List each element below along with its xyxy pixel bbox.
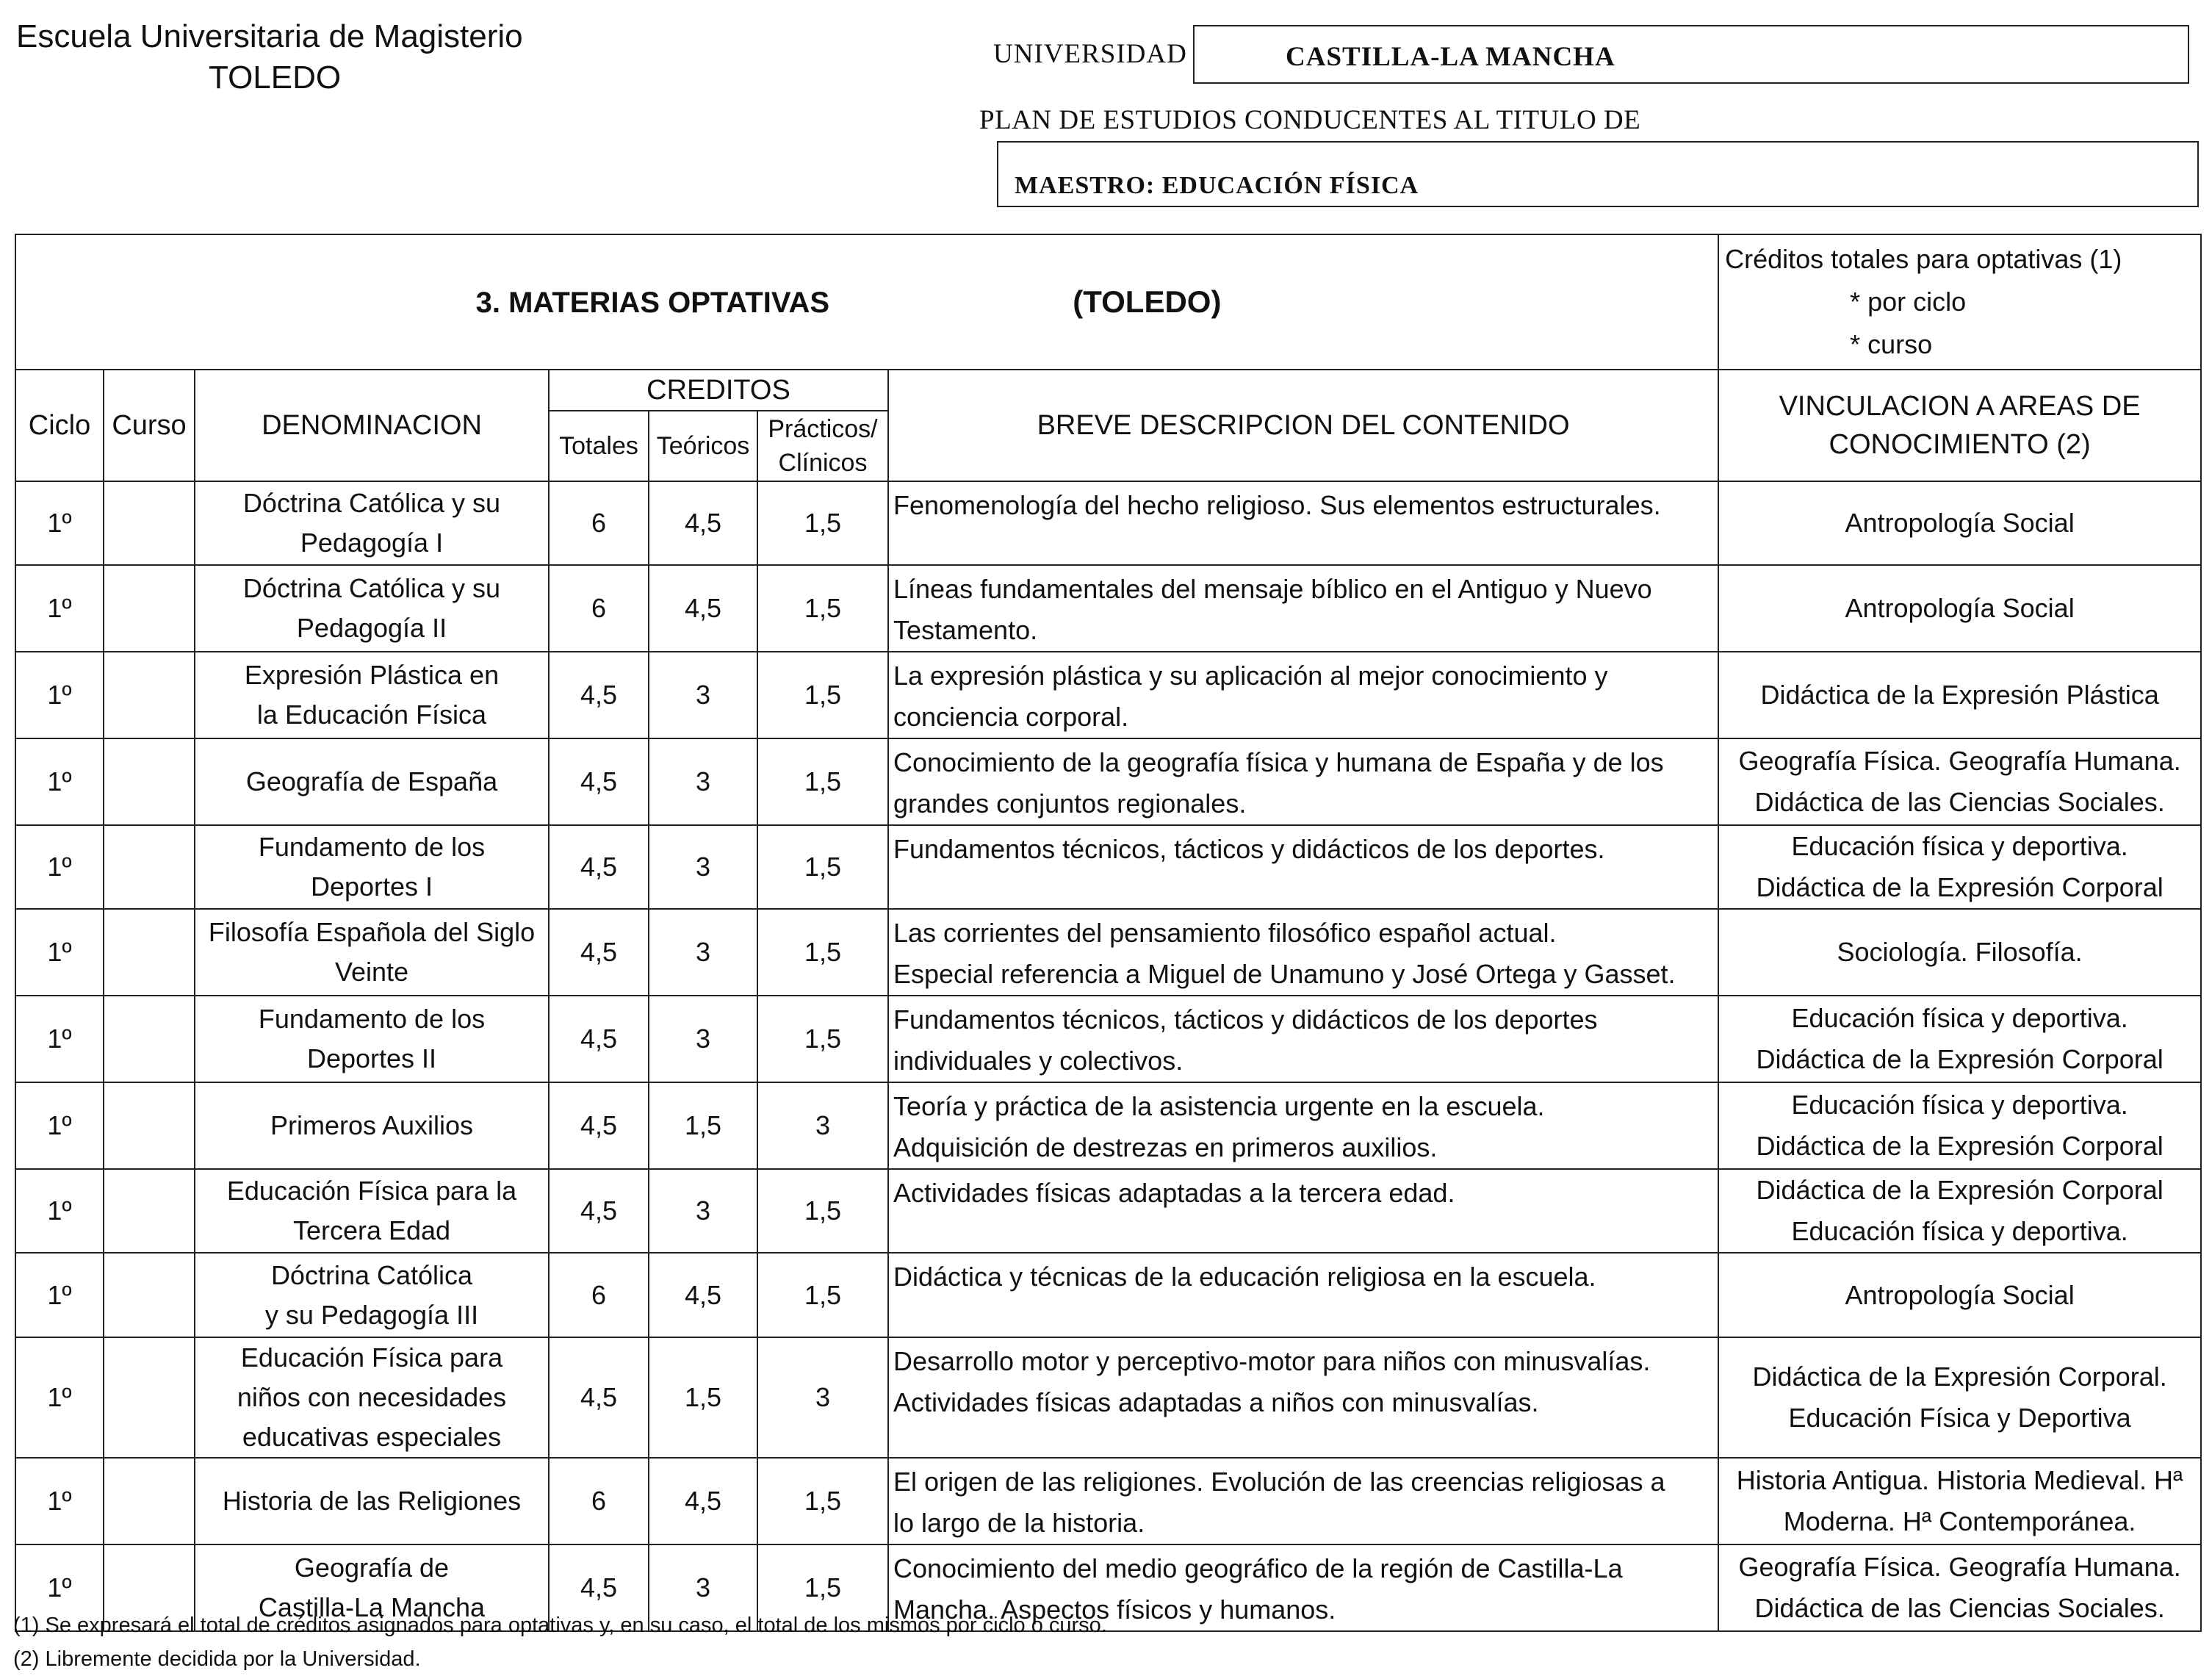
denominacion-cell — [195, 825, 549, 909]
descripcion-cell — [888, 481, 1718, 565]
descripcion-line: grandes conjuntos regionales. — [893, 788, 1247, 819]
column-header-row — [15, 370, 2201, 411]
denominacion-cell — [195, 1458, 549, 1544]
teoricos-cell: 1,5 — [649, 1337, 757, 1458]
practicos-cell: 1,5 — [757, 1458, 888, 1544]
practicos-cell: 3 — [757, 1337, 888, 1458]
area-cell — [1718, 1544, 2201, 1631]
denominacion-cell — [195, 652, 549, 738]
descripcion-line: Especial referencia a Miguel de Unamuno y José Ortega y Gasset. — [893, 959, 1676, 989]
table-row — [15, 652, 2201, 738]
descripcion-line: Adquisición de destrezas en primeros auxilios. — [893, 1132, 1438, 1162]
curso-cell — [104, 1337, 195, 1458]
ciclo-cell: 1º — [15, 1337, 104, 1458]
descripcion-line: Actividades físicas adaptadas a la tercera edad. — [893, 1178, 1455, 1208]
credits-info-title: Créditos totales para optativas (1) — [1725, 244, 2122, 274]
denominacion-line: educativas especiales — [242, 1422, 502, 1452]
descripcion-cell — [888, 738, 1718, 825]
area-line: Didáctica de las Ciencias Sociales. — [1754, 787, 2165, 817]
denominacion-line: Castilla-La Mancha — [258, 1592, 486, 1622]
curso-cell — [104, 825, 195, 909]
descripcion-cell — [888, 1337, 1718, 1458]
denominacion-line: Historia de las Religiones — [222, 1486, 522, 1516]
area-line: Moderna. Hª Contemporánea. — [1783, 1506, 2136, 1536]
totales-cell: 4,5 — [549, 1082, 649, 1169]
denominacion-line: Geografía de España — [245, 766, 498, 796]
descripcion-line: Testamento. — [893, 615, 1038, 645]
teoricos-cell: 3 — [649, 652, 757, 738]
descripcion-cell — [888, 1082, 1718, 1169]
col-vinculacion-line1: VINCULACION A AREAS DE — [1779, 391, 2141, 422]
descripcion-line: Didáctica y técnicas de la educación religiosa en la escuela. — [893, 1262, 1596, 1292]
area-line: Didáctica de la Expresión Corporal. — [1752, 1362, 2167, 1392]
area-line: Didáctica de la Expresión Corporal — [1756, 1131, 2164, 1161]
denominacion-line: Fundamento de los — [258, 1004, 486, 1034]
denominacion-line: Filosofía Española del Siglo — [208, 917, 536, 947]
teoricos-cell: 4,5 — [649, 565, 757, 652]
descripcion-cell — [888, 909, 1718, 996]
denominacion-cell — [195, 996, 549, 1082]
area-line: Didáctica de la Expresión Corporal — [1756, 872, 2164, 902]
descripcion-cell — [888, 1169, 1718, 1253]
descripcion-cell — [888, 565, 1718, 652]
area-line: Educación física y deportiva. — [1791, 1216, 2128, 1246]
descripcion-line: conciencia corporal. — [893, 702, 1129, 732]
table-row — [15, 1082, 2201, 1169]
practicos-cell: 1,5 — [757, 825, 888, 909]
denominacion-line: Dóctrina Católica y su — [242, 488, 501, 518]
curso-cell — [104, 738, 195, 825]
area-cell — [1718, 1169, 2201, 1253]
universidad-value: CASTILLA-LA MANCHA — [1286, 42, 1615, 72]
denominacion-line: Pedagogía II — [296, 613, 447, 643]
ciclo-cell: 1º — [15, 996, 104, 1082]
denominacion-line: Deportes I — [310, 871, 433, 902]
descripcion-line: Fundamentos técnicos, tácticos y didácticos de los deportes. — [893, 834, 1605, 864]
area-line: Antropología Social — [1845, 1279, 2075, 1310]
totales-cell: 4,5 — [549, 738, 649, 825]
ciclo-cell: 1º — [15, 909, 104, 996]
table-row — [15, 481, 2201, 565]
teoricos-cell: 3 — [649, 1544, 757, 1631]
area-line: Educación Física y Deportiva — [1788, 1403, 2131, 1433]
table-row — [15, 738, 2201, 825]
area-line: Educación física y deportiva. — [1791, 1003, 2128, 1033]
totales-cell: 6 — [549, 1253, 649, 1337]
denominacion-line: Educación Física para la — [226, 1176, 517, 1206]
area-cell — [1718, 738, 2201, 825]
col-teoricos: Teóricos — [649, 411, 757, 481]
ciclo-cell: 1º — [15, 481, 104, 565]
descripcion-cell — [888, 1458, 1718, 1544]
descripcion-line: Líneas fundamentales del mensaje bíblico en el Antiguo y Nuevo — [893, 574, 1652, 604]
table-row — [15, 565, 2201, 652]
totales-cell: 4,5 — [549, 996, 649, 1082]
denominacion-line: Deportes II — [306, 1043, 437, 1073]
col-curso: Curso — [104, 370, 195, 481]
descripcion-line: Mancha. Aspectos físicos y humanos. — [893, 1594, 1336, 1625]
descripcion-line: Conocimiento de la geografía física y humana de España y de los — [893, 747, 1664, 777]
area-cell — [1718, 996, 2201, 1082]
area-line: Didáctica de la Expresión Plástica — [1760, 680, 2159, 710]
titulo-field — [997, 141, 2199, 207]
denominacion-line: Pedagogía I — [300, 528, 444, 558]
curso-cell — [104, 481, 195, 565]
descripcion-line: Las corrientes del pensamiento filosófico español actual. — [893, 918, 1557, 948]
area-cell — [1718, 1458, 2201, 1544]
area-line: Geografía Física. Geografía Humana. — [1738, 746, 2181, 776]
denominacion-line: Fundamento de los — [258, 832, 486, 862]
ciclo-cell: 1º — [15, 565, 104, 652]
section-title-cell — [15, 234, 1718, 370]
descripcion-line: individuales y colectivos. — [893, 1046, 1184, 1076]
denominacion-line: Veinte — [334, 957, 409, 987]
col-creditos: CREDITOS — [549, 370, 888, 411]
ciclo-cell: 1º — [15, 652, 104, 738]
col-denominacion: DENOMINACION — [195, 370, 549, 481]
curso-cell — [104, 1169, 195, 1253]
denominacion-line: Dóctrina Católica y su — [242, 573, 501, 603]
totales-cell: 4,5 — [549, 825, 649, 909]
descripcion-line: La expresión plástica y su aplicación al mejor conocimiento y — [893, 661, 1608, 691]
practicos-cell: 1,5 — [757, 1169, 888, 1253]
practicos-cell: 1,5 — [757, 996, 888, 1082]
denominacion-line: Tercera Edad — [292, 1215, 451, 1245]
denominacion-cell — [195, 481, 549, 565]
ciclo-cell: 1º — [15, 1082, 104, 1169]
credits-info-curso: * curso — [1850, 329, 1933, 359]
area-line: Geografía Física. Geografía Humana. — [1738, 1552, 2181, 1582]
descripcion-line: Desarrollo motor y perceptivo-motor para niños con minusvalías. — [893, 1346, 1651, 1376]
area-cell — [1718, 481, 2201, 565]
universidad-field — [1193, 25, 2189, 84]
curso-cell — [104, 565, 195, 652]
totales-cell: 4,5 — [549, 1337, 649, 1458]
area-line: Antropología Social — [1845, 593, 2075, 623]
area-line: Didáctica de la Expresión Corporal — [1756, 1044, 2164, 1074]
col-practicos-line1: Prácticos/ — [768, 415, 878, 443]
table-row — [15, 1458, 2201, 1544]
teoricos-cell: 4,5 — [649, 1253, 757, 1337]
teoricos-cell: 3 — [649, 1169, 757, 1253]
denominacion-cell — [195, 738, 549, 825]
totales-cell: 6 — [549, 1458, 649, 1544]
curso-cell — [104, 909, 195, 996]
school-name — [16, 16, 523, 98]
denominacion-cell — [195, 1169, 549, 1253]
totales-cell: 4,5 — [549, 1544, 649, 1631]
section-location: (TOLEDO) — [1073, 284, 1222, 319]
area-line: Educación física y deportiva. — [1791, 831, 2128, 861]
descripcion-cell — [888, 825, 1718, 909]
practicos-cell: 1,5 — [757, 565, 888, 652]
credits-info-cell — [1718, 234, 2201, 370]
col-totales: Totales — [549, 411, 649, 481]
col-practicos-line2: Clínicos — [778, 449, 868, 477]
curso-cell — [104, 652, 195, 738]
totales-cell: 6 — [549, 565, 649, 652]
section-title: 3. MATERIAS OPTATIVAS — [475, 286, 830, 319]
col-ciclo: Ciclo — [15, 370, 104, 481]
descripcion-line: Actividades físicas adaptadas a niños con minusvalías. — [893, 1387, 1539, 1417]
area-cell — [1718, 652, 2201, 738]
universidad-label: UNIVERSIDAD — [993, 39, 1187, 69]
table-row — [15, 1253, 2201, 1337]
table-row — [15, 996, 2201, 1082]
descripcion-line: Fundamentos técnicos, tácticos y didácticos de los deportes — [893, 1004, 1598, 1035]
area-line: Didáctica de la Expresión Corporal — [1756, 1175, 2164, 1205]
descripcion-line: Conocimiento del medio geográfico de la región de Castilla-La — [893, 1553, 1623, 1583]
practicos-cell: 1,5 — [757, 1544, 888, 1631]
descripcion-line: lo largo de la historia. — [893, 1508, 1145, 1538]
denominacion-line: Primeros Auxilios — [270, 1110, 474, 1140]
totales-cell: 6 — [549, 481, 649, 565]
area-cell — [1718, 1253, 2201, 1337]
totales-cell: 4,5 — [549, 1169, 649, 1253]
teoricos-cell: 1,5 — [649, 1082, 757, 1169]
denominacion-line: Dóctrina Católica — [270, 1259, 473, 1290]
footnote-2: (2) Libremente decidida por la Universidad. — [13, 1647, 421, 1671]
descripcion-cell — [888, 996, 1718, 1082]
teoricos-cell: 3 — [649, 738, 757, 825]
plan-label: PLAN DE ESTUDIOS CONDUCENTES AL TITULO DE — [979, 105, 1641, 135]
table-row — [15, 1337, 2201, 1458]
table-row — [15, 825, 2201, 909]
ciclo-cell: 1º — [15, 1253, 104, 1337]
descripcion-line: El origen de las religiones. Evolución de las creencias religiosas a — [893, 1467, 1665, 1497]
school-city: TOLEDO — [209, 60, 342, 96]
curso-cell — [104, 1253, 195, 1337]
table-row — [15, 1169, 2201, 1253]
area-line: Didáctica de las Ciencias Sociales. — [1754, 1593, 2165, 1623]
titulo-value: MAESTRO: EDUCACIÓN FÍSICA — [1015, 172, 1419, 199]
materias-table — [15, 234, 2202, 1632]
school-name-line1: Escuela Universitaria de Magisterio — [16, 18, 523, 54]
denominacion-cell — [195, 1253, 549, 1337]
totales-cell: 4,5 — [549, 652, 649, 738]
teoricos-cell: 4,5 — [649, 481, 757, 565]
area-line: Sociología. Filosofía. — [1837, 937, 2083, 967]
descripcion-line: Teoría y práctica de la asistencia urgente en la escuela. — [893, 1091, 1545, 1121]
denominacion-cell — [195, 909, 549, 996]
curso-cell — [104, 1458, 195, 1544]
curso-cell — [104, 996, 195, 1082]
col-vinculacion-line2: CONOCIMIENTO (2) — [1829, 429, 2091, 460]
area-cell — [1718, 825, 2201, 909]
col-practicos — [757, 411, 888, 481]
ciclo-cell: 1º — [15, 1544, 104, 1631]
descripcion-cell — [888, 652, 1718, 738]
col-descripcion: BREVE DESCRIPCION DEL CONTENIDO — [888, 370, 1718, 481]
ciclo-cell: 1º — [15, 825, 104, 909]
area-cell — [1718, 909, 2201, 996]
ciclo-cell: 1º — [15, 738, 104, 825]
ciclo-cell: 1º — [15, 1458, 104, 1544]
denominacion-line: niños con necesidades — [237, 1382, 507, 1412]
ciclo-cell: 1º — [15, 1169, 104, 1253]
descripcion-line: Fenomenología del hecho religioso. Sus elementos estructurales. — [893, 490, 1661, 520]
footnote-1: (1) Se expresará el total de créditos asignados para optativas y, en su caso, el total de los mismos por ciclo o curso. — [13, 1614, 1107, 1637]
area-line: Historia Antigua. Historia Medieval. Hª — [1736, 1465, 2183, 1495]
area-cell — [1718, 1337, 2201, 1458]
totales-cell: 4,5 — [549, 909, 649, 996]
col-vinculacion — [1718, 370, 2201, 481]
area-line: Antropología Social — [1845, 508, 2075, 538]
area-cell — [1718, 565, 2201, 652]
teoricos-cell: 3 — [649, 825, 757, 909]
descripcion-cell — [888, 1253, 1718, 1337]
curso-cell — [104, 1082, 195, 1169]
practicos-cell: 1,5 — [757, 738, 888, 825]
denominacion-cell — [195, 1337, 549, 1458]
denominacion-line: y su Pedagogía III — [264, 1299, 479, 1330]
teoricos-cell: 4,5 — [649, 1458, 757, 1544]
section-header-row — [15, 234, 2201, 370]
teoricos-cell: 3 — [649, 996, 757, 1082]
denominacion-line: la Educación Física — [256, 699, 487, 730]
credits-info-ciclo: * por ciclo — [1850, 287, 1967, 317]
denominacion-line: Geografía de — [294, 1553, 450, 1583]
area-cell — [1718, 1082, 2201, 1169]
denominacion-line: Expresión Plástica en — [244, 660, 500, 690]
denominacion-line: Educación Física para — [240, 1342, 503, 1373]
table-row — [15, 909, 2201, 996]
denominacion-cell — [195, 565, 549, 652]
practicos-cell: 1,5 — [757, 909, 888, 996]
denominacion-cell — [195, 1082, 549, 1169]
practicos-cell: 1,5 — [757, 481, 888, 565]
practicos-cell: 1,5 — [757, 1253, 888, 1337]
teoricos-cell: 3 — [649, 909, 757, 996]
practicos-cell: 1,5 — [757, 652, 888, 738]
area-line: Educación física y deportiva. — [1791, 1090, 2128, 1120]
practicos-cell: 3 — [757, 1082, 888, 1169]
